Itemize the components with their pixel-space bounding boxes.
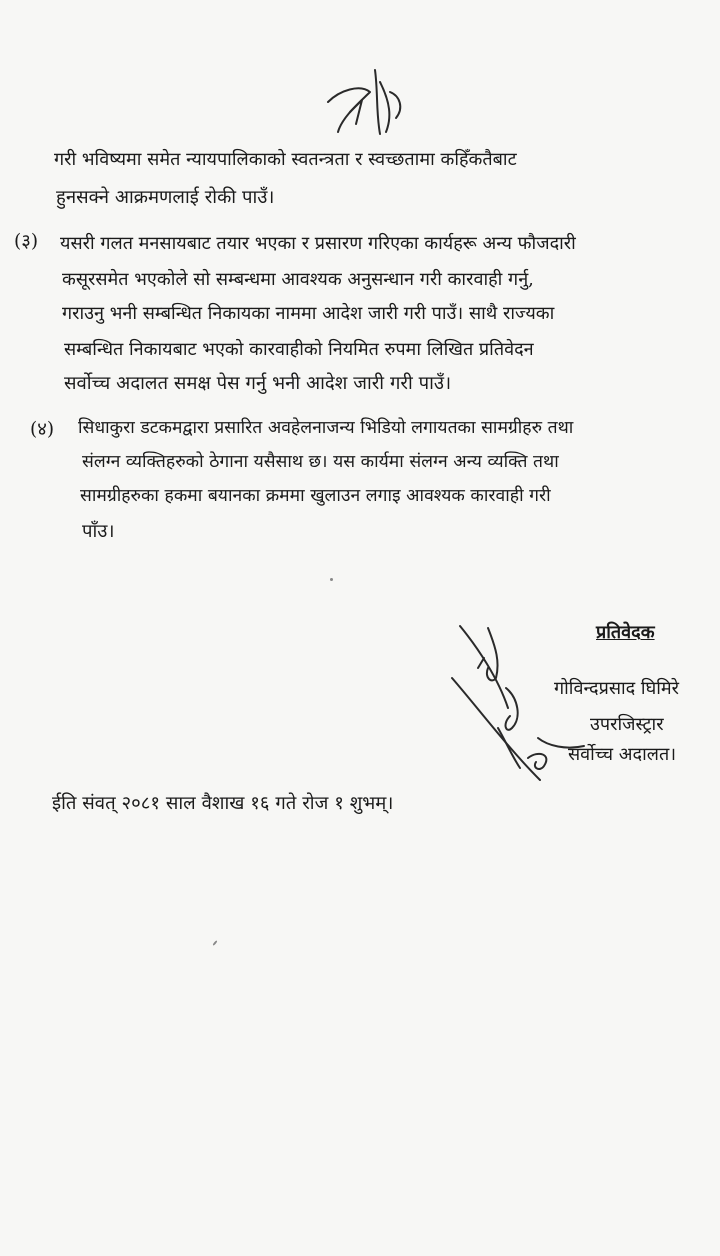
top-initials-signature — [320, 62, 410, 142]
paragraph-4-line-2: संलग्न व्यक्तिहरुको ठेगाना यसैसाथ छ। यस कार्यमा संलग्न अन्य व्यक्ति तथा — [82, 452, 559, 472]
reporter-office: सर्वोच्च अदालत। — [568, 744, 677, 765]
scan-speck — [330, 578, 333, 581]
paragraph-3-line-4: सम्बन्धित निकायबाट भएको कारवाहीको नियमित रुपमा लिखित प्रतिवेदन — [64, 339, 534, 360]
reporter-signature — [448, 618, 588, 788]
paragraph-3-number: (३) — [14, 231, 39, 252]
paragraph-4-line-3: सामग्रीहरुका हकमा बयानका क्रममा खुलाउन लगाइ आवश्यक कारवाही गरी — [80, 486, 551, 506]
paragraph-3-line-3: गराउनु भनी सम्बन्धित निकायका नाममा आदेश जारी गरी पाउँ। साथै राज्यका — [62, 303, 555, 324]
paragraph-3-line-5: सर्वोच्च अदालत समक्ष पेस गर्नु भनी आदेश जारी गरी पाउँ। — [64, 373, 452, 394]
reporter-title: प्रतिवेदक — [596, 622, 655, 643]
scan-speck — [212, 940, 217, 946]
reporter-name: गोविन्दप्रसाद घिमिरे — [554, 678, 680, 699]
paragraph-4-line-4: पाँउ। — [82, 521, 115, 542]
date-line: ईति संवत् २०८१ साल वैशाख १६ गते रोज १ शुभम्। — [52, 793, 394, 814]
reporter-designation: उपरजिस्ट्रार — [590, 714, 664, 735]
paragraph-3-line-1: यसरी गलत मनसायबाट तयार भएका र प्रसारण गरिएका कार्यहरू अन्य फौजदारी — [60, 233, 576, 254]
paragraph-3-line-2: कसूरसमेत भएकोले सो सम्बन्धमा आवश्यक अनुसन्धान गरी कारवाही गर्नु, — [62, 269, 534, 290]
intro-line-2: हुनसक्ने आक्रमणलाई रोकी पाउँ। — [56, 187, 275, 208]
paragraph-4-number: (४) — [30, 419, 55, 440]
intro-line-1: गरी भविष्यमा समेत न्यायपालिकाको स्वतन्त्रता र स्वच्छतामा कहिँकतैबाट — [54, 149, 517, 170]
paragraph-4-line-1: सिधाकुरा डटकमद्वारा प्रसारित अवहेलनाजन्य भिडियो लगायतका सामग्रीहरु तथा — [78, 418, 574, 438]
